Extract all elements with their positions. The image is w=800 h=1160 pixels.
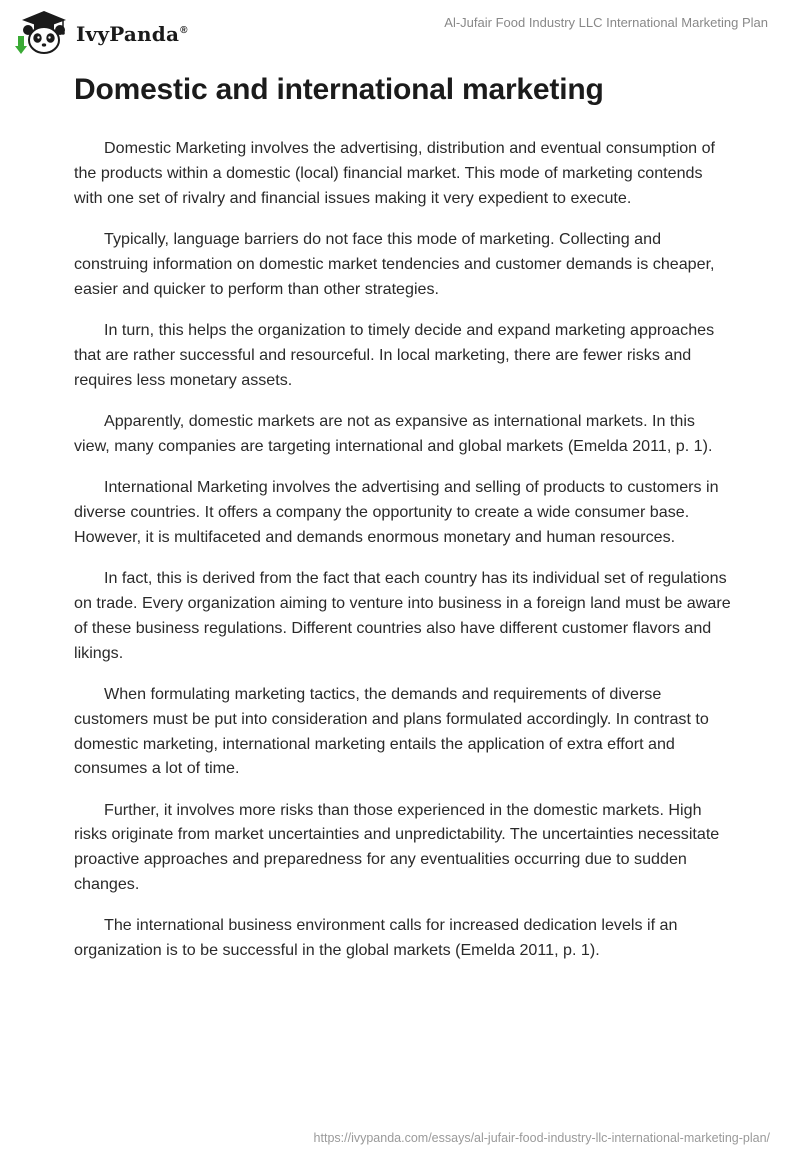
paragraph: Apparently, domestic markets are not as expansive as international markets. In this view, many companies are targeting international and global markets (Emelda 2011, p. 1). xyxy=(74,411,713,455)
section-heading: Domestic and international marketing xyxy=(74,73,604,106)
article-body xyxy=(74,70,734,980)
paragraph: Further, it involves more risks than those experienced in the domestic markets. High risks originate from market uncertainties and unpredictability. The uncertainties necessitate proactive approaches and preparedness for any eventualities occurring due to sudden changes. xyxy=(74,800,720,894)
paragraph: International Marketing involves the advertising and selling of products to customers in diverse countries. It offers a company the opportunity to create a wide consumer base. However, it is multifaceted and demands enormous monetary and human resources. xyxy=(74,478,719,546)
source-url[interactable]: https://ivypanda.com/essays/al-jufair-food-industry-llc-international-marketing-plan/ xyxy=(313,1131,770,1145)
logo-wordmark xyxy=(76,22,188,46)
logo-name: IvyPanda xyxy=(76,22,180,46)
page-header xyxy=(0,0,800,64)
paragraph: Domestic Marketing involves the advertising, distribution and eventual consumption of the products within a domestic (local) financial market. This mode of marketing contends with one set of rivalry and financial issues making it very expedient to execute. xyxy=(74,139,715,207)
registered-mark: ® xyxy=(180,25,188,37)
paragraph: When formulating marketing tactics, the demands and requirements of diverse customers must be put into consideration and plans formulated accordingly. In contrast to domestic marketing, international marketing entails the application of extra effort and consumes a lot of time. xyxy=(74,684,709,778)
paragraph: In turn, this helps the organization to timely decide and expand marketing approaches that are rather successful and resourceful. In local marketing, there are fewer risks and requires less monetary assets. xyxy=(74,320,715,389)
document-title: Al-Jufair Food Industry LLC International Marketing Plan xyxy=(444,15,768,30)
panda-graduate-icon xyxy=(14,8,72,58)
paragraph: The international business environment calls for increased dedication levels if an organization is to be successful in the global markets (Emelda 2011, p. 1). xyxy=(74,916,678,960)
paragraph: In fact, this is derived from the fact that each country has its individual set of regulations on trade. Every organization aiming to venture into business in a foreign land must be aware of these business regulations. Different countries also have different customer flavors and likings. xyxy=(74,569,731,662)
ivypanda-logo[interactable] xyxy=(14,8,188,58)
paragraph: Typically, language barriers do not face this mode of marketing. Collecting and construing information on domestic market tendencies and customer demands is cheaper, easier and quicker to perform than other strategies. xyxy=(74,229,715,298)
